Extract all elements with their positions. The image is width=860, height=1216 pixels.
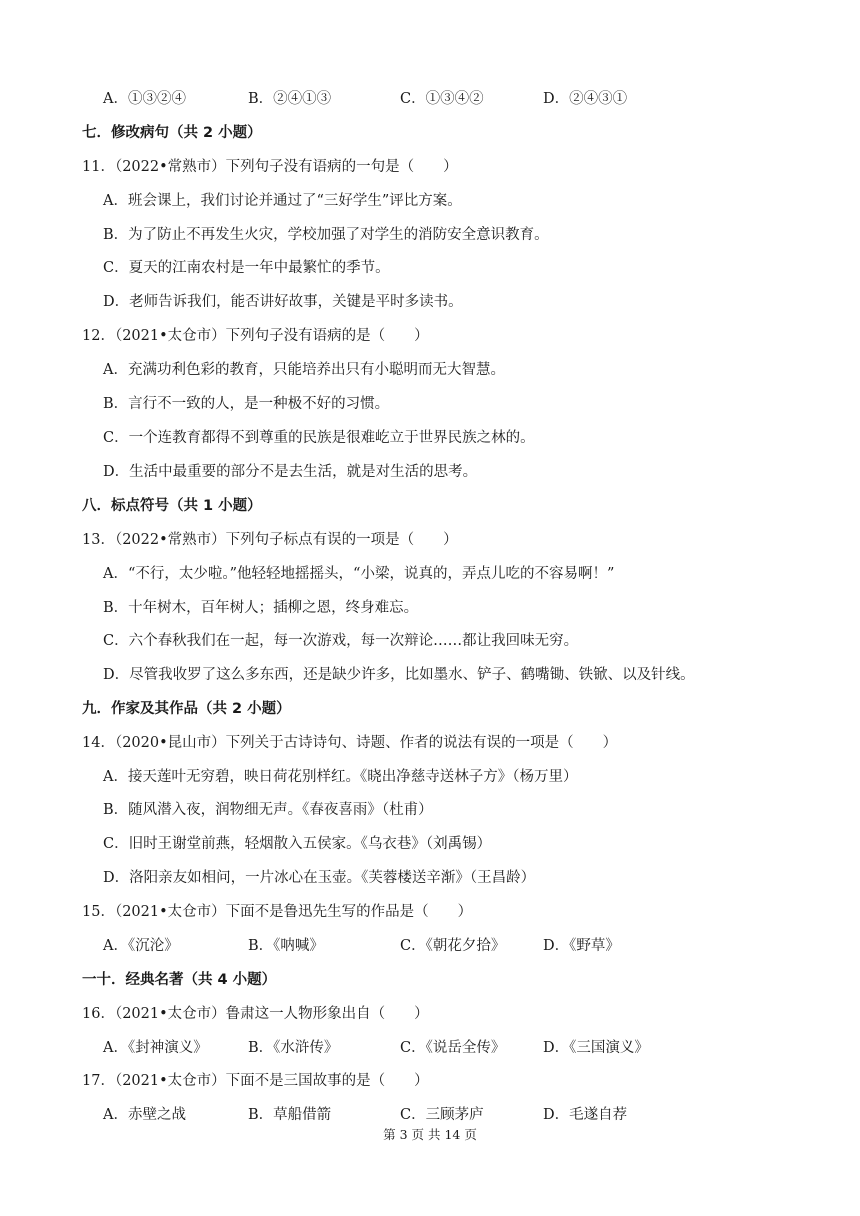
question-11-option-a: A．班会课上，我们讨论并通过了“三好学生”评比方案。 bbox=[103, 193, 462, 209]
section-title-7: 七．修改病句（共 2 小题） bbox=[82, 125, 262, 141]
option-c: C．《说岳全传》 bbox=[400, 1040, 506, 1056]
option-d: D．②④③① bbox=[543, 91, 628, 107]
question-15-stem: 15．（2021•太仓市）下面不是鲁迅先生写的作品是（ ） bbox=[82, 904, 473, 920]
question-12-option-d: D．生活中最重要的部分不是去生活，就是对生活的思考。 bbox=[103, 464, 478, 480]
option-d: D．《三国演义》 bbox=[543, 1040, 649, 1056]
page-number-footer: 第 3 页 共 14 页 bbox=[383, 1127, 477, 1142]
question-12-stem: 12．（2021•太仓市）下列句子没有语病的是（ ） bbox=[82, 328, 429, 344]
question-14-option-b: B．随风潜入夜，润物细无声。《春夜喜雨》（杜甫） bbox=[103, 802, 433, 818]
section-title-11: 一十．经典名著（共 4 小题） bbox=[82, 972, 277, 988]
option-b: B．草船借箭 bbox=[248, 1107, 332, 1123]
question-14-stem: 14．（2020•昆山市）下列关于古诗诗句、诗题、作者的说法有误的一项是（ ） bbox=[82, 735, 618, 751]
option-c: C．《朝花夕拾》 bbox=[400, 938, 506, 954]
question-11-option-b: B．为了防止不再发生火灾，学校加强了对学生的消防安全意识教育。 bbox=[103, 227, 549, 243]
option-b: B．《呐喊》 bbox=[248, 938, 324, 954]
option-a: A．《封神演义》 bbox=[103, 1040, 208, 1056]
question-13-option-c: C．六个春秋我们在一起，每一次游戏，每一次辩论……都让我回味无穷。 bbox=[103, 633, 579, 649]
question-13-option-d: D．尽管我收罗了这么多东西，还是缺少许多，比如墨水、铲子、鹤嘴锄、铁锨、以及针线。 bbox=[103, 667, 695, 683]
question-12-option-c: C．一个连教育都得不到尊重的民族是很难屹立于世界民族之林的。 bbox=[103, 430, 535, 446]
option-a: A．①③②④ bbox=[103, 91, 186, 107]
option-b: B．《水浒传》 bbox=[248, 1040, 339, 1056]
question-15-options bbox=[103, 936, 743, 956]
question-12-option-b: B．言行不一致的人，是一种极不好的习惯。 bbox=[103, 396, 390, 412]
question-17-options bbox=[103, 1105, 743, 1125]
option-c: C．三顾茅庐 bbox=[400, 1107, 484, 1123]
q10-options bbox=[103, 89, 743, 109]
question-13-stem: 13．（2022•常熟市）下列句子标点有误的一项是（ ） bbox=[82, 532, 458, 548]
question-14-option-a: A．接天莲叶无穷碧，映日荷花别样红。《晓出净慈寺送林子方》（杨万里） bbox=[103, 769, 578, 785]
question-11-stem: 11．（2022•常熟市）下列句子没有语病的一句是（ ） bbox=[82, 159, 458, 175]
question-13-option-a: A．“不行，太少啦。”他轻轻地摇摇头，“小梁，说真的，弄点儿吃的不容易啊！” bbox=[103, 566, 615, 582]
question-11-option-c: C．夏天的江南农村是一年中最繁忙的季节。 bbox=[103, 260, 390, 276]
question-12-option-a: A．充满功利色彩的教育，只能培养出只有小聪明而无大智慧。 bbox=[103, 362, 505, 378]
section-title-8: 八．标点符号（共 1 小题） bbox=[82, 498, 262, 514]
question-14-option-d: D．洛阳亲友如相问，一片冰心在玉壶。《芙蓉楼送辛渐》（王昌龄） bbox=[103, 870, 536, 886]
question-13-option-b: B．十年树木，百年树人；插柳之恩，终身难忘。 bbox=[103, 600, 419, 616]
option-a: A．赤壁之战 bbox=[103, 1107, 186, 1123]
option-c: C．①③④② bbox=[400, 91, 484, 107]
question-14-option-c: C．旧时王谢堂前燕，轻烟散入五侯家。《乌衣巷》（刘禹锡） bbox=[103, 836, 492, 852]
option-d: D．毛遂自荐 bbox=[543, 1107, 628, 1123]
option-d: D．《野草》 bbox=[543, 938, 620, 954]
question-16-stem: 16．（2021•太仓市）鲁肃这一人物形象出自（ ） bbox=[82, 1006, 429, 1022]
option-a: A．《沉沦》 bbox=[103, 938, 179, 954]
section-title-9: 九．作家及其作品（共 2 小题） bbox=[82, 701, 291, 717]
question-11-option-d: D．老师告诉我们，能否讲好故事，关键是平时多读书。 bbox=[103, 294, 463, 310]
question-16-options bbox=[103, 1038, 743, 1058]
option-b: B．②④①③ bbox=[248, 91, 332, 107]
question-17-stem: 17．（2021•太仓市）下面不是三国故事的是（ ） bbox=[82, 1073, 429, 1089]
